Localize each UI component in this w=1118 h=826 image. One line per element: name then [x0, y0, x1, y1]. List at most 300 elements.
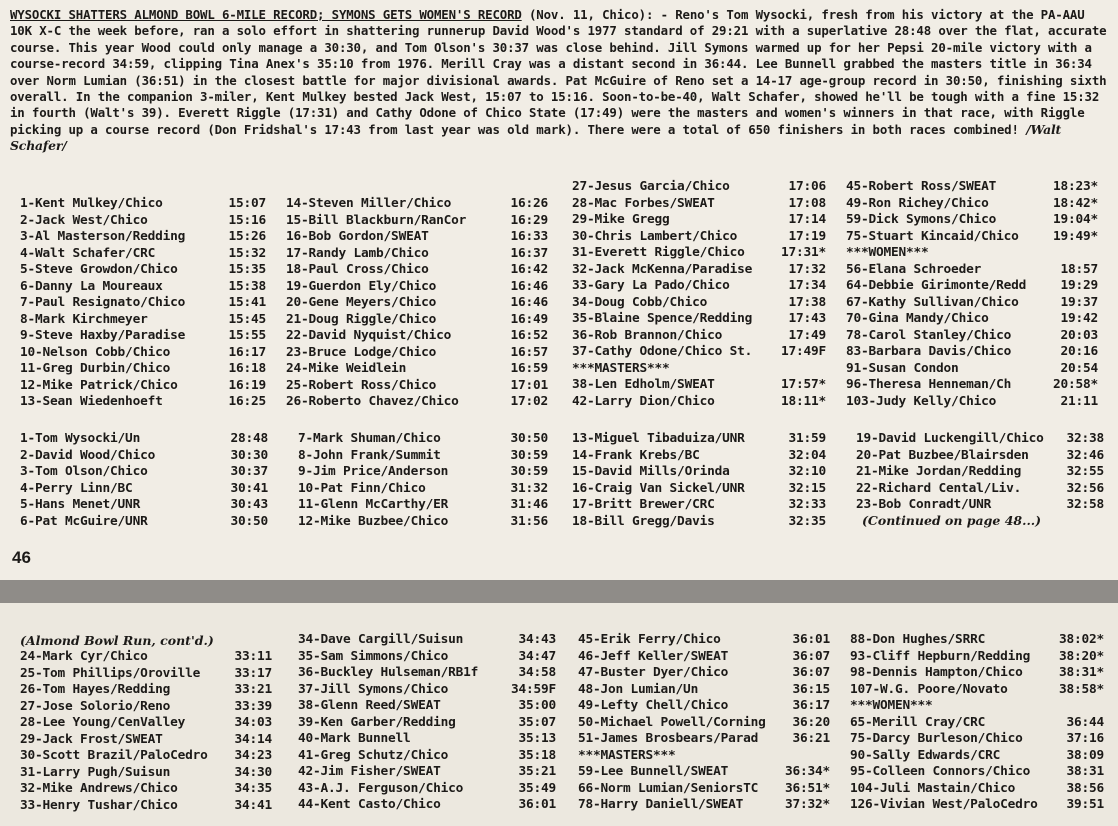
runner-name: 66-Norm Lumian/SeniorsTC	[578, 780, 759, 796]
result-row	[20, 514, 268, 531]
division-label: ***MASTERS***	[578, 747, 676, 763]
finish-time: 18:11*	[780, 393, 826, 409]
finish-time: 18:42*	[1052, 195, 1098, 211]
runner-name: 33-Henry Tushar/Chico	[20, 797, 178, 813]
result-row	[856, 481, 1104, 498]
result-row	[572, 448, 826, 465]
finish-time: 38:31	[1066, 764, 1104, 779]
result-row	[572, 229, 826, 246]
result-row	[20, 682, 272, 699]
runner-name: 9-Jim Price/Anderson	[298, 464, 449, 479]
result-row	[572, 245, 826, 262]
division-heading	[846, 245, 1098, 262]
runner-name: 41-Greg Schutz/Chico	[298, 747, 449, 763]
finish-time: 15:45	[228, 311, 266, 327]
finish-time: 16:33	[510, 229, 548, 244]
result-row	[286, 279, 548, 296]
result-row	[20, 312, 266, 329]
runner-name: 19-Guerdon Ely/Chico	[286, 278, 437, 294]
runner-name: 4-Walt Schafer/CRC	[20, 245, 156, 261]
three-mile-results-col2	[286, 196, 548, 411]
finish-time: 34:47	[518, 648, 556, 664]
result-row	[20, 246, 266, 263]
finish-time: 39:51	[1066, 797, 1104, 812]
division-label: ***MASTERS***	[572, 360, 670, 376]
runner-name: 4-Perry Linn/BC	[20, 480, 133, 496]
finish-time: 34:14	[234, 731, 272, 747]
result-row	[846, 394, 1098, 411]
result-row	[298, 715, 556, 732]
runner-name: 22-David Nyquist/Chico	[286, 328, 452, 343]
runner-name: 8-John Frank/Summit	[298, 447, 441, 463]
six-mile-results-col1	[20, 431, 268, 530]
result-row	[286, 361, 548, 378]
six-mile-results-col4	[856, 431, 1104, 514]
runner-name: 5-Hans Menet/UNR	[20, 497, 141, 512]
runner-name: 34-Doug Cobb/Chico	[572, 294, 708, 310]
finish-time: 16:26	[510, 196, 548, 211]
result-row	[572, 328, 826, 345]
result-row	[286, 196, 548, 213]
runner-name: 12-Mike Patrick/Chico	[20, 377, 178, 393]
finish-time: 17:14	[788, 212, 826, 227]
finish-time: 37:32*	[784, 797, 830, 812]
finish-time: 35:18	[518, 747, 556, 763]
finish-time: 16:46	[510, 295, 548, 310]
runner-name: 40-Mark Bunnell	[298, 731, 411, 746]
finish-time: 19:37	[1060, 294, 1098, 310]
runner-name: 7-Mark Shuman/Chico	[298, 431, 441, 446]
runner-name: 78-Carol Stanley/Chico	[846, 327, 1012, 343]
finish-time: 36:01	[518, 797, 556, 812]
result-row	[846, 377, 1098, 394]
result-row	[20, 279, 266, 296]
article-byline: /Walt Schafer/	[10, 121, 1062, 154]
result-row	[846, 344, 1098, 361]
result-row	[572, 196, 826, 213]
runner-name: 93-Cliff Hepburn/Redding	[850, 648, 1031, 664]
result-row	[20, 781, 272, 798]
runner-name: 48-Jon Lumian/Un	[578, 681, 699, 697]
runner-name: 1-Kent Mulkey/Chico	[20, 196, 163, 211]
finish-time: 35:21	[518, 764, 556, 779]
finish-time: 31:46	[510, 497, 548, 512]
runner-name: 14-Steven Miller/Chico	[286, 196, 452, 211]
finish-time: 35:07	[518, 714, 556, 730]
runner-name: 19-David Luckengill/Chico	[856, 431, 1044, 446]
finish-time: 16:37	[510, 245, 548, 261]
runner-name: 14-Frank Krebs/BC	[572, 447, 700, 463]
runner-name: 10-Pat Finn/Chico	[298, 480, 426, 496]
finish-time: 15:16	[228, 212, 266, 228]
result-row	[20, 345, 266, 362]
finish-time: 38:09	[1066, 747, 1104, 763]
runner-name: 17-Britt Brewer/CRC	[572, 497, 715, 512]
result-row	[572, 431, 826, 448]
finish-time: 30:59	[510, 447, 548, 463]
result-row	[286, 394, 548, 411]
division-label: ***WOMEN***	[850, 698, 933, 713]
result-row	[850, 715, 1104, 732]
result-row	[20, 481, 268, 498]
runner-name: 38-Glenn Reed/SWEAT	[298, 698, 441, 713]
runner-name: 25-Robert Ross/Chico	[286, 377, 437, 393]
finish-time: 34:30	[234, 764, 272, 780]
result-row	[20, 497, 268, 514]
finish-time: 36:44	[1066, 714, 1104, 730]
result-row	[20, 196, 266, 213]
runner-name: 28-Mac Forbes/SWEAT	[572, 195, 715, 211]
result-row	[578, 649, 830, 666]
finish-time: 32:56	[1066, 480, 1104, 496]
finish-time: 33:21	[234, 682, 272, 697]
finish-time: 32:04	[788, 447, 826, 463]
runner-name: 98-Dennis Hampton/Chico	[850, 665, 1023, 680]
result-row	[286, 213, 548, 230]
result-row	[856, 448, 1104, 465]
finish-time: 19:49*	[1052, 228, 1098, 244]
runner-name: 35-Sam Simmons/Chico	[298, 648, 449, 664]
finish-time: 15:55	[228, 328, 266, 343]
finish-time: 16:59	[510, 361, 548, 376]
result-row	[572, 212, 826, 229]
finish-time: 16:46	[510, 278, 548, 294]
division-heading	[578, 748, 830, 765]
finish-time: 33:39	[234, 698, 272, 714]
result-row	[578, 797, 830, 814]
runner-name: 13-Sean Wiedenhoeft	[20, 394, 163, 409]
result-row	[20, 361, 266, 378]
finish-time: 31:56	[510, 513, 548, 529]
result-row	[578, 632, 830, 649]
finish-time: 34:23	[234, 748, 272, 763]
result-row	[856, 497, 1104, 514]
result-row	[20, 649, 272, 666]
finish-time: 33:11	[234, 649, 272, 664]
result-row	[846, 212, 1098, 229]
finish-time: 15:41	[228, 295, 266, 310]
runner-name: 7-Paul Resignato/Chico	[20, 295, 186, 310]
result-row	[850, 731, 1104, 748]
finish-time: 33:17	[234, 665, 272, 681]
result-row	[286, 328, 548, 345]
finish-time: 36:07	[792, 665, 830, 680]
finish-time: 38:56	[1066, 780, 1104, 796]
finish-time: 30:37	[230, 464, 268, 479]
finish-time: 15:35	[228, 262, 266, 277]
finish-time: 16:49	[510, 311, 548, 327]
result-row	[286, 345, 548, 362]
finish-time: 17:19	[788, 228, 826, 244]
finish-time: 32:55	[1066, 464, 1104, 479]
finish-time: 19:42	[1060, 311, 1098, 326]
finish-time: 21:11	[1060, 393, 1098, 409]
division-heading	[572, 361, 826, 378]
result-row	[286, 246, 548, 263]
finish-time: 17:43	[788, 311, 826, 326]
runner-name: 67-Kathy Sullivan/Chico	[846, 294, 1019, 310]
result-row	[572, 481, 826, 498]
three-mile-results-col3	[572, 179, 826, 410]
result-row	[298, 632, 556, 649]
article-paragraph	[10, 7, 1108, 155]
runner-name: 5-Steve Growdon/Chico	[20, 262, 178, 277]
runner-name: 83-Barbara Davis/Chico	[846, 344, 1012, 359]
result-row	[298, 781, 556, 798]
finish-time: 16:19	[228, 377, 266, 393]
finish-time: 16:25	[228, 394, 266, 409]
finish-time: 36:07	[792, 648, 830, 664]
finish-time: 20:58*	[1052, 377, 1098, 392]
runner-name: 20-Gene Meyers/Chico	[286, 295, 437, 310]
runner-name: 95-Colleen Connors/Chico	[850, 764, 1031, 779]
runner-name: 90-Sally Edwards/CRC	[850, 747, 1001, 763]
runner-name: 6-Danny La Moureaux	[20, 278, 163, 294]
runner-name: 75-Stuart Kincaid/Chico	[846, 228, 1019, 244]
finish-time: 15:07	[228, 196, 266, 211]
result-row	[846, 278, 1098, 295]
runner-name: 49-Ron Richey/Chico	[846, 195, 989, 211]
runner-name: 103-Judy Kelly/Chico	[846, 393, 997, 409]
finish-time: 36:21	[792, 731, 830, 746]
finish-time: 18:23*	[1052, 179, 1098, 194]
finish-time: 18:57	[1060, 261, 1098, 277]
finish-time: 17:02	[510, 394, 548, 409]
runner-name: 96-Theresa Henneman/Ch	[846, 377, 1012, 392]
result-row	[846, 311, 1098, 328]
result-row	[20, 798, 272, 815]
result-row	[298, 514, 548, 531]
finish-time: 17:57*	[780, 377, 826, 392]
finish-time: 20:16	[1060, 344, 1098, 359]
finish-time: 17:01	[510, 377, 548, 393]
finish-time: 32:58	[1066, 497, 1104, 512]
runner-name: 27-Jose Solorio/Reno	[20, 698, 171, 714]
result-row	[298, 464, 548, 481]
result-row	[850, 764, 1104, 781]
article-headline: WYSOCKI SHATTERS ALMOND BOWL 6-MILE RECORD; SYMONS GETS WOMEN'S RECORD	[10, 7, 522, 22]
runner-name: 37-Cathy Odone/Chico St.	[572, 344, 753, 359]
result-row	[20, 765, 272, 782]
continuation-col2	[298, 632, 556, 814]
runner-name: 42-Larry Dion/Chico	[572, 393, 715, 409]
runner-name: 42-Jim Fisher/SWEAT	[298, 764, 441, 779]
finish-time: 34:41	[234, 797, 272, 813]
result-row	[578, 731, 830, 748]
result-row	[846, 262, 1098, 279]
finish-time: 38:02*	[1058, 632, 1104, 647]
finish-time: 20:54	[1060, 360, 1098, 376]
runner-name: 26-Tom Hayes/Redding	[20, 682, 171, 697]
finish-time: 16:52	[510, 328, 548, 343]
finish-time: 28:48	[230, 431, 268, 446]
finish-time: 34:35	[234, 781, 272, 796]
continuation-col1	[20, 649, 272, 814]
result-row	[572, 377, 826, 394]
runner-name: 18-Paul Cross/Chico	[286, 262, 429, 277]
runner-name: 11-Glenn McCarthy/ER	[298, 497, 449, 512]
runner-name: 30-Chris Lambert/Chico	[572, 228, 738, 244]
finish-time: 17:49F	[780, 344, 826, 359]
result-row	[20, 464, 268, 481]
finish-time: 30:50	[230, 513, 268, 529]
finish-time: 30:50	[510, 431, 548, 446]
runner-name: 39-Ken Garber/Redding	[298, 714, 456, 730]
finish-time: 30:30	[230, 447, 268, 463]
finish-time: 17:06	[788, 179, 826, 194]
finish-time: 36:01	[792, 632, 830, 647]
finish-time: 17:34	[788, 278, 826, 293]
runner-name: 10-Nelson Cobb/Chico	[20, 344, 171, 360]
runner-name: 26-Roberto Chavez/Chico	[286, 394, 459, 409]
result-row	[846, 361, 1098, 378]
result-row	[298, 764, 556, 781]
runner-name: 65-Merill Cray/CRC	[850, 714, 986, 730]
result-row	[850, 649, 1104, 666]
runner-name: 21-Doug Riggle/Chico	[286, 311, 437, 327]
result-row	[850, 781, 1104, 798]
finish-time: 19:29	[1060, 278, 1098, 293]
result-row	[578, 682, 830, 699]
runner-name: 21-Mike Jordan/Redding	[856, 464, 1022, 479]
result-row	[850, 748, 1104, 765]
result-row	[20, 732, 272, 749]
runner-name: 13-Miguel Tibaduiza/UNR	[572, 431, 745, 446]
finish-time: 32:33	[788, 497, 826, 512]
result-row	[298, 448, 548, 465]
runner-name: 36-Buckley Hulseman/RB1f	[298, 665, 479, 680]
result-row	[20, 378, 266, 395]
runner-name: 3-Al Masterson/Redding	[20, 229, 186, 244]
finish-time: 38:20*	[1058, 648, 1104, 664]
result-row	[298, 682, 556, 699]
finish-time: 34:43	[518, 632, 556, 647]
result-row	[298, 797, 556, 814]
runner-name: 16-Bob Gordon/SWEAT	[286, 229, 429, 244]
finish-time: 34:03	[234, 715, 272, 730]
result-row	[286, 262, 548, 279]
runner-name: 75-Darcy Burleson/Chico	[850, 731, 1023, 746]
result-row	[846, 295, 1098, 312]
runner-name: 59-Dick Symons/Chico	[846, 212, 997, 227]
runner-name: 28-Lee Young/CenValley	[20, 715, 186, 730]
result-row	[20, 748, 272, 765]
result-row	[298, 431, 548, 448]
result-row	[298, 497, 548, 514]
result-row	[298, 665, 556, 682]
three-mile-results-col1	[20, 196, 266, 411]
page-48-continuation	[0, 603, 1118, 826]
finish-time: 34:59F	[510, 681, 556, 697]
runner-name: 8-Mark Kirchmeyer	[20, 311, 148, 327]
finish-time: 35:49	[518, 780, 556, 796]
article-body: (Nov. 11, Chico): - Reno's Tom Wysocki, fresh from his victory at the PA-AAU 10K X-C the week before, ran a solo effort in shattering runnerup David Wood's 1977 standard of 29:21 with a superlative 28:48 over the flat, accurate course. This year Wood could only manage a 30:30, and Tom Olson's 30:37 was close behind. Jill Symons warmed up for her Pepsi 20-mile victory with a course-record 34:59, clipping Tina Anex's 35:10 from 1976. Merill Cray was a distant second in 36:44. Lee Bunnell grabbed the masters title in 36:34 over Norm Lumian (36:51) in the closest battle for major divisional awards. Pat McGuire of Reno set a 14-17 age-group record in 30:50, finishing sixth overall. In the companion 3-miler, Kent Mulkey bested Jack West, 15:07 to 15:16. Soon-to-be-40, Walt Schafer, showed he'll be tough with a fine 15:32 in fourth (Walt's 39). Everett Riggle (17:31) and Cathy Odone of Chico State (17:49) were the masters and women's winners in that race, with Riggle picking up a course record (Don Fridshal's 17:43 from last year was old mark). There were a total of 650 finishers in both races combined!	[10, 7, 1107, 137]
runner-name: 37-Jill Symons/Chico	[298, 681, 449, 697]
runner-name: 104-Juli Mastain/Chico	[850, 780, 1016, 796]
finish-time: 30:41	[230, 480, 268, 496]
result-row	[286, 229, 548, 246]
continuation-header: (Almond Bowl Run, cont'd.)	[20, 633, 214, 648]
finish-time: 36:17	[792, 698, 830, 713]
runner-name: 35-Blaine Spence/Redding	[572, 311, 753, 326]
result-row	[20, 262, 266, 279]
result-row	[20, 295, 266, 312]
runner-name: 56-Elana Schroeder	[846, 261, 982, 277]
finish-time: 20:03	[1060, 327, 1098, 343]
result-row	[850, 682, 1104, 699]
finish-time: 34:58	[518, 665, 556, 680]
runner-name: 1-Tom Wysocki/Un	[20, 431, 141, 446]
result-row	[572, 278, 826, 295]
continuation-col4	[850, 632, 1104, 814]
runner-name: 12-Mike Buzbee/Chico	[298, 513, 449, 529]
finish-time: 17:38	[788, 294, 826, 310]
runner-name: 23-Bob Conradt/UNR	[856, 497, 992, 512]
runner-name: 25-Tom Phillips/Oroville	[20, 665, 201, 681]
finish-time: 19:04*	[1052, 212, 1098, 227]
result-row	[578, 764, 830, 781]
runner-name: 34-Dave Cargill/Suisun	[298, 632, 464, 647]
finish-time: 38:31*	[1058, 665, 1104, 680]
runner-name: 17-Randy Lamb/Chico	[286, 245, 429, 261]
runner-name: 16-Craig Van Sickel/UNR	[572, 480, 745, 496]
result-row	[572, 464, 826, 481]
result-row	[850, 797, 1104, 814]
runner-name: 3-Tom Olson/Chico	[20, 464, 148, 479]
finish-time: 17:32	[788, 261, 826, 277]
finish-time: 31:59	[788, 431, 826, 446]
finish-time: 32:15	[788, 480, 826, 496]
runner-name: 78-Harry Daniell/SWEAT	[578, 797, 744, 812]
runner-name: 50-Michael Powell/Corning	[578, 714, 766, 730]
result-row	[572, 514, 826, 531]
runner-name: 24-Mark Cyr/Chico	[20, 649, 148, 664]
result-row	[298, 731, 556, 748]
finish-time: 31:32	[510, 480, 548, 496]
result-row	[578, 781, 830, 798]
finish-time: 36:15	[792, 681, 830, 697]
continued-note: (Continued on page 48...)	[862, 513, 1042, 528]
result-row	[286, 312, 548, 329]
runner-name: 107-W.G. Poore/Novato	[850, 681, 1008, 697]
runner-name: 23-Bruce Lodge/Chico	[286, 344, 437, 360]
runner-name: 38-Len Edholm/SWEAT	[572, 377, 715, 392]
finish-time: 32:46	[1066, 447, 1104, 463]
finish-time: 32:38	[1066, 431, 1104, 446]
finish-time: 36:51*	[784, 780, 830, 796]
finish-time: 30:43	[230, 497, 268, 512]
runner-name: 45-Erik Ferry/Chico	[578, 632, 721, 647]
runner-name: 64-Debbie Girimonte/Redd	[846, 278, 1027, 293]
finish-time: 16:57	[510, 344, 548, 360]
runner-name: 2-Jack West/Chico	[20, 212, 148, 228]
runner-name: 15-Bill Blackburn/RanCor	[286, 212, 467, 228]
result-row	[298, 481, 548, 498]
result-row	[286, 378, 548, 395]
three-mile-results-col4	[846, 179, 1098, 410]
runner-name: 44-Kent Casto/Chico	[298, 797, 441, 812]
result-row	[20, 715, 272, 732]
runner-name: 46-Jeff Keller/SWEAT	[578, 648, 729, 664]
runner-name: 51-James Brosbears/Parad	[578, 731, 759, 746]
finish-time: 16:18	[228, 361, 266, 376]
runner-name: 11-Greg Durbin/Chico	[20, 361, 171, 376]
finish-time: 16:17	[228, 344, 266, 360]
runner-name: 45-Robert Ross/SWEAT	[846, 179, 997, 194]
finish-time: 35:13	[518, 731, 556, 746]
runner-name: 9-Steve Haxby/Paradise	[20, 328, 186, 343]
result-row	[572, 262, 826, 279]
